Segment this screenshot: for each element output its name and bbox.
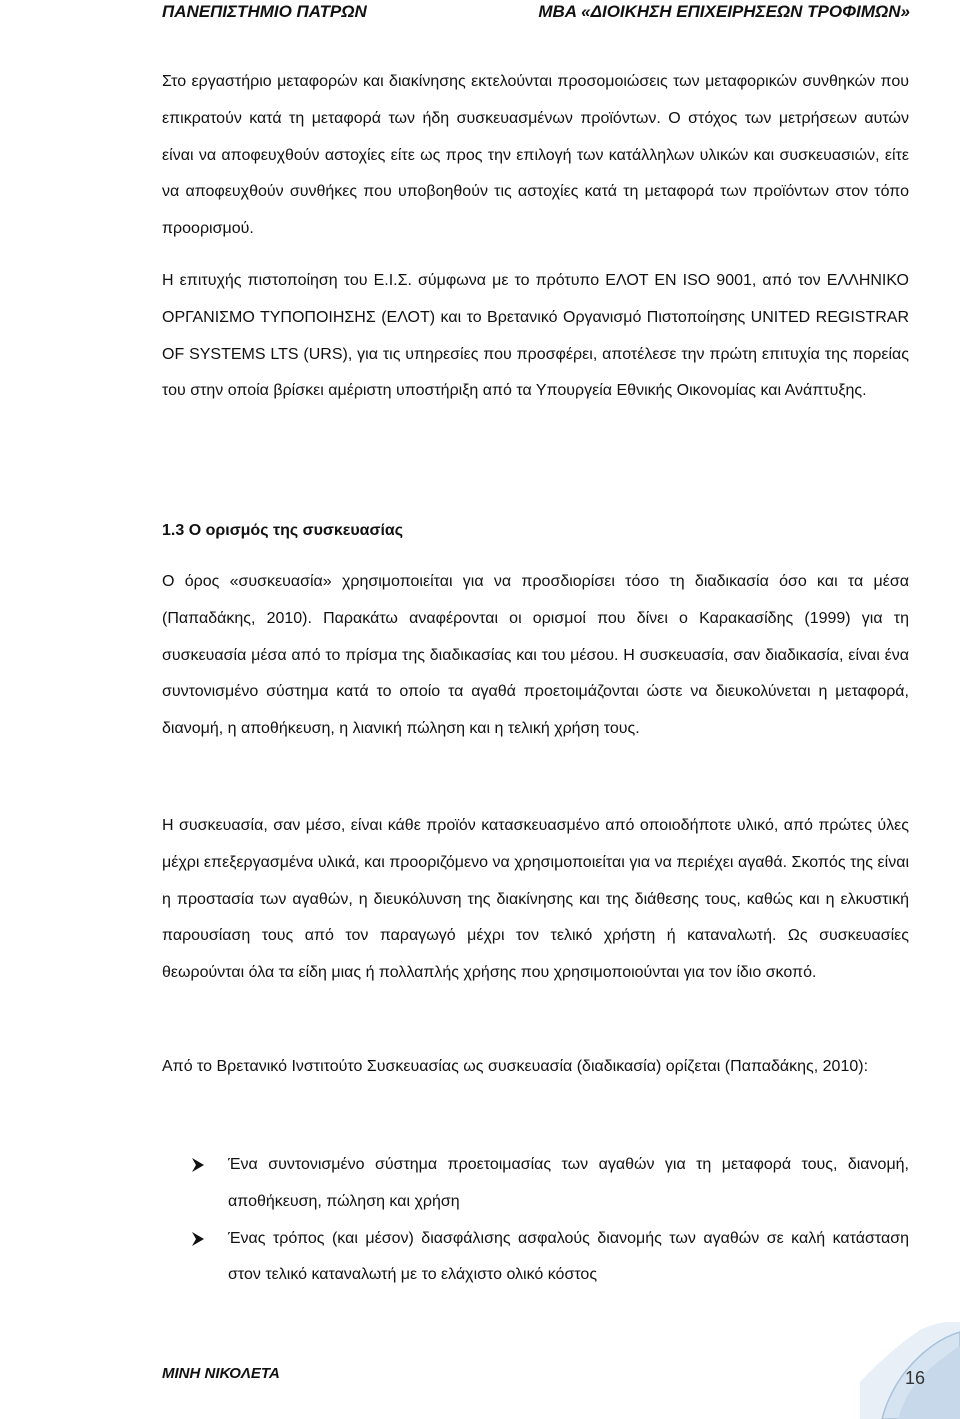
bullet-text: Ένα συντονισμένο σύστημα προετοιμασίας των αγαθών για τη μεταφορά τους, διανομή, αποθήκευση, πώληση και χρήση [228, 1156, 909, 1210]
paragraph-certification: Η επιτυχής πιστοποίηση του Ε.Ι.Σ. σύμφωνα με το πρότυπο ΕΛΟΤ ΕΝ ISO 9001, από τον ΕΛΛΗΝΙΚΟ ΟΡΓΑΝΙΣΜΟ ΤΥΠΟΠΟΙΗΣΗΣ (ΕΛΟΤ) και το Βρετανικό Οργανισμό Πιστοποίησης UNITED REGISTRAR OF SYSTEMS LTS (URS), για τις υπηρεσίες που προσφέρει, αποτέλεσε την πρώτη επιτυχία της πορείας του στην οποία βρίσκει αμέριστη υποστήριξη από τα Υπουργεία Εθνικής Οικονομίας και Ανάπτυξης. [162, 272, 909, 400]
footer-author: ΜΙΝΗ ΝΙΚΟΛΕΤΑ [162, 1365, 280, 1382]
page-number: 16 [904, 1368, 926, 1388]
university-title: ΠΑΝΕΠΙΣΤΗΜΙΟ ΠΑΤΡΩΝ [162, 2, 367, 21]
definition-bullet-list [190, 1147, 909, 1294]
paragraph-transport-lab: Στο εργαστήριο μεταφορών και διακίνησης εκτελούνται προσομοιώσεις των μεταφορικών συνθηκών που επικρατούν κατά τη μεταφορά των ήδη συσκευασμένων προϊόντων. Ο στόχος των μετρήσεων αυτών είναι να αποφευχθούν αστοχίες είτε ως προς την επιλογή των κατάλληλων υλικών και συσκευασιών, είτε να αποφευχθούν συνθήκες που υποβοηθούν τις αστοχίες κατά τη μεταφορά των προϊόντων στον τόπο προορισμού. [162, 73, 909, 238]
list-item [190, 1147, 909, 1221]
bullet-text: Ένας τρόπος (και μέσον) διασφάλισης ασφαλούς διανομής των αγαθών σε καλή κατάσταση στον τελικό καταναλωτή με το ελάχιστο ολικό κόστος [228, 1229, 909, 1284]
page-header [0, 0, 960, 32]
section-heading-container [162, 517, 909, 545]
list-item [190, 1221, 909, 1295]
program-title: ΜΒΑ «ΔΙΟΙΚΗΣΗ ΕΠΙΧΕΙΡΗΣΕΩΝ ΤΡΟΦΙΜΩΝ» [538, 2, 910, 21]
arrow-bullet-icon [190, 1157, 206, 1173]
paragraph-british-institute: Από το Βρετανικό Ινστιτούτο Συσκευασίας ως συσκευασία (διαδικασία) ορίζεται (Παπαδάκης, 2010): [162, 1058, 869, 1075]
paragraph-definition-medium: Η συσκευασία, σαν μέσο, είναι κάθε προϊόν κατασκευασμένο από οποιοδήποτε υλικό, από πρώτες ύλες μέχρι επεξεργασμένα υλικά, και προοριζόμενο να χρησιμοποιείται για να περιέχει αγαθά. Σκοπός της είναι η προστασία των αγαθών, η διευκόλυνση της διακίνησης και της διάθεσης τους, καθώς και η ελκυστική παρουσίαση τους από τον παραγωγό μέχρι τον τελικό χρήστη ή καταναλωτή. Ως συσκευασίες θεωρούνται όλα τα είδη μιας ή πολλαπλής χρήσης που χρησιμοποιούνται για τον ίδιο σκοπό. [162, 817, 909, 982]
section-heading: 1.3 Ο ορισμός της συσκευασίας [162, 522, 404, 539]
paragraph-definition-process: Ο όρος «συσκευασία» χρησιμοποιείται για να προσδιορίσει τόσο τη διαδικασία όσο και τα μέσα (Παπαδάκης, 2010). Παρακάτω αναφέρονται οι ορισμοί που δίνει ο Καρακασίδης (1999) για τη συσκευασία μέσα από το πρίσμα της διαδικασίας και του μέσου. Η συσκευασία, σαν διαδικασία, είναι ένα συντονισμένο σύστημα κατά το οποίο τα αγαθά προετοιμάζονται ώστε να διευκολύνεται η μεταφορά, διανομή, η αποθήκευση, η λιανική πώληση και η τελική χρήση τους. [162, 573, 909, 738]
arrow-bullet-icon [190, 1231, 206, 1247]
